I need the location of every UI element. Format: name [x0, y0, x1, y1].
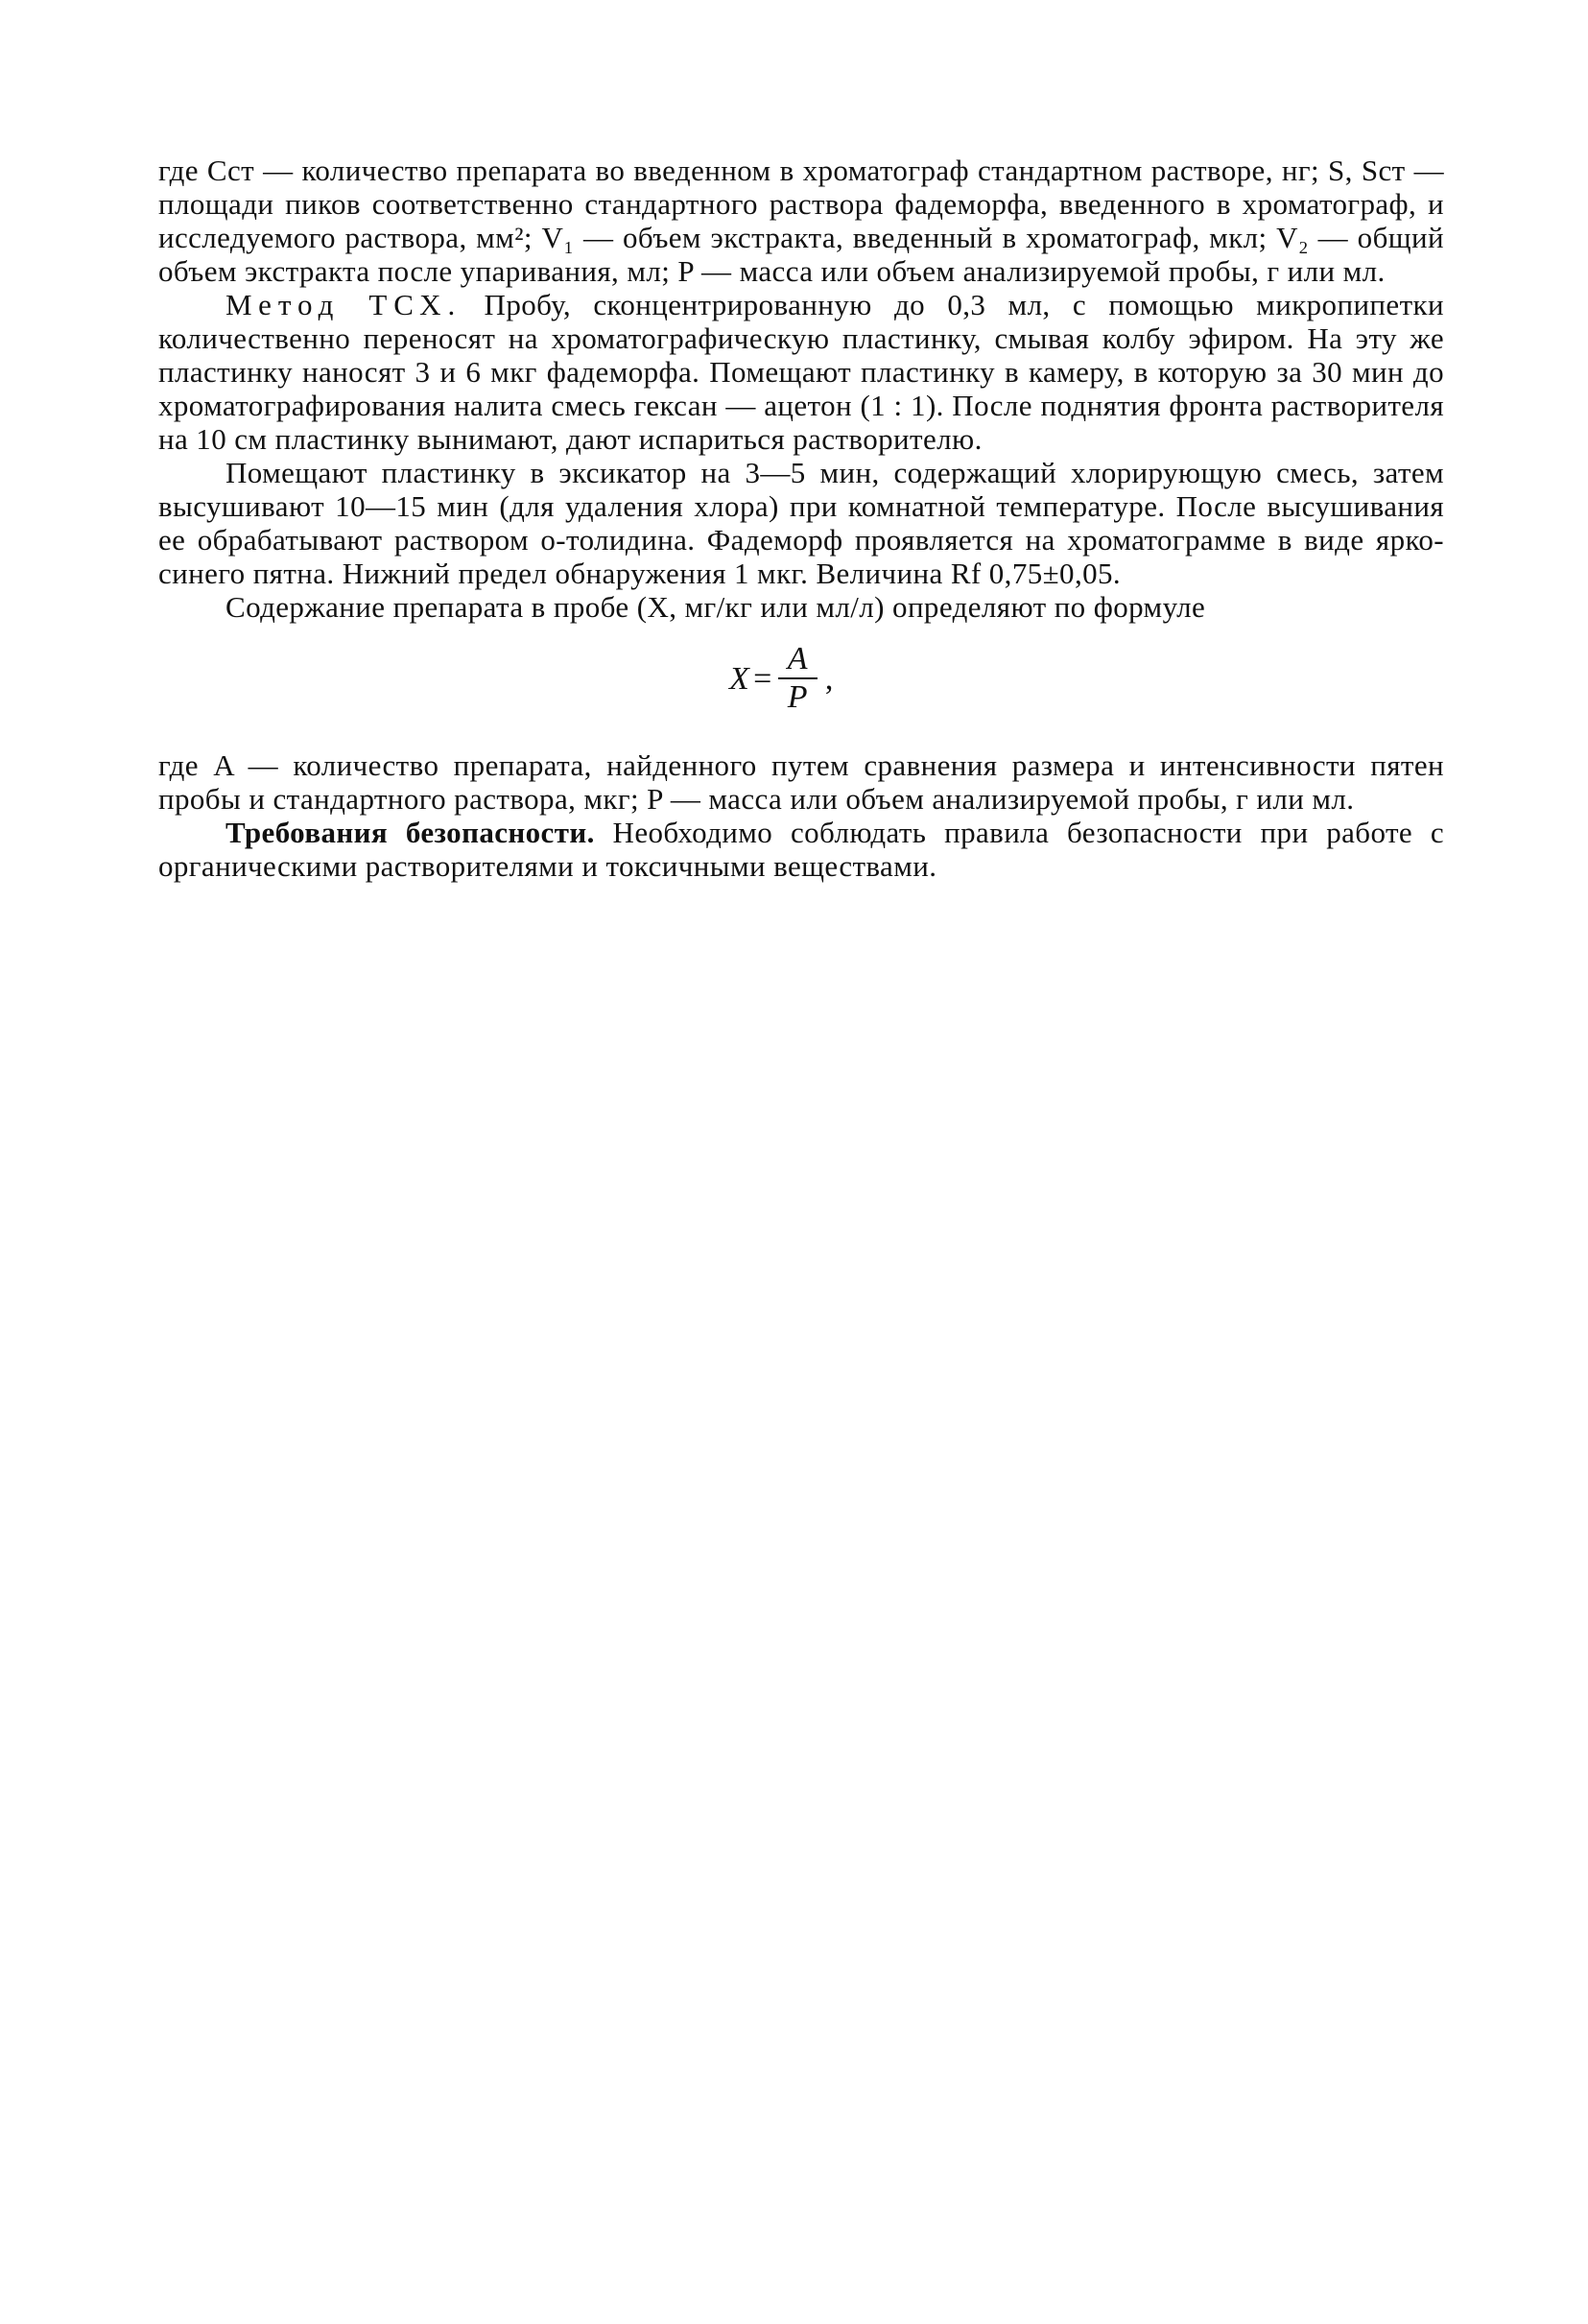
formula	[729, 641, 834, 716]
section-heading-tlc: Метод ТСХ.	[225, 288, 462, 321]
formula-numerator: A	[787, 641, 808, 676]
document-body	[158, 154, 1444, 883]
formula-fraction	[778, 641, 818, 716]
tlc-method-text: Пробу, сконцентрированную до 0,3 мл, с помощью микропипетки количественно переносят на хроматографическую пластинку, смывая колбу эфиром. На эту же пластинку наносят 3 и 6 мкг фадеморфа. Помещают пластинку в камеру, в которую за 30 мин до хроматографирования налита смесь гексан — ацетон (1 : 1). После поднятия фронта растворителя на 10 см пластинку вынимают, дают испариться растворителю.	[158, 288, 1444, 456]
formula-equals: =	[753, 660, 772, 697]
paragraph-tlc-method	[158, 288, 1444, 456]
paragraph-formula-notation: где A — количество препарата, найденного путем сравнения размера и интенсивности пятен пробы и стандартного раствора, мкг; P — масса или объем анализируемой пробы, г или мл.	[158, 748, 1444, 816]
paragraph-safety	[158, 816, 1444, 883]
safety-text: Необходимо соблюдать правила безопасности при работе с органическими растворителями и токсичными веществами.	[158, 816, 1445, 883]
paragraph-content-formula-intro: Содержание препарата в пробе (X, мг/кг или мл/л) определяют по формуле	[225, 590, 1206, 624]
formula-block	[158, 624, 1444, 748]
formula-trailing-comma: ,	[824, 660, 834, 697]
paragraph-notation: где Cст — количество препарата во введенном в хроматограф стандартном растворе, нг; S, Sст — площади пиков соответственно стандартного раствора фадеморфа, введенного в хроматограф, и исследуемого раствора, мм²; V₁ — объем экстракта, введенный в хроматограф, мкл; V₂ — общий объем экстракта после упаривания, мл; P — масса или объем анализируемой пробы, г или мл.	[158, 154, 1444, 288]
paragraph-development: Помещают пластинку в эксикатор на 3—5 мин, содержащий хлорирующую смесь, затем высушивают 10—15 мин (для удаления хлора) при комнатной температуре. После высушивания ее обрабатывают раствором o-толидина. Фадеморф проявляется на хроматограмме в виде ярко-синего пятна. Нижний предел обнаружения 1 мкг. Величина Rf 0,75±0,05.	[158, 456, 1444, 590]
formula-lhs: X	[729, 660, 750, 697]
formula-denominator: P	[787, 679, 808, 715]
section-heading-safety: Требования безопасности.	[225, 816, 595, 849]
